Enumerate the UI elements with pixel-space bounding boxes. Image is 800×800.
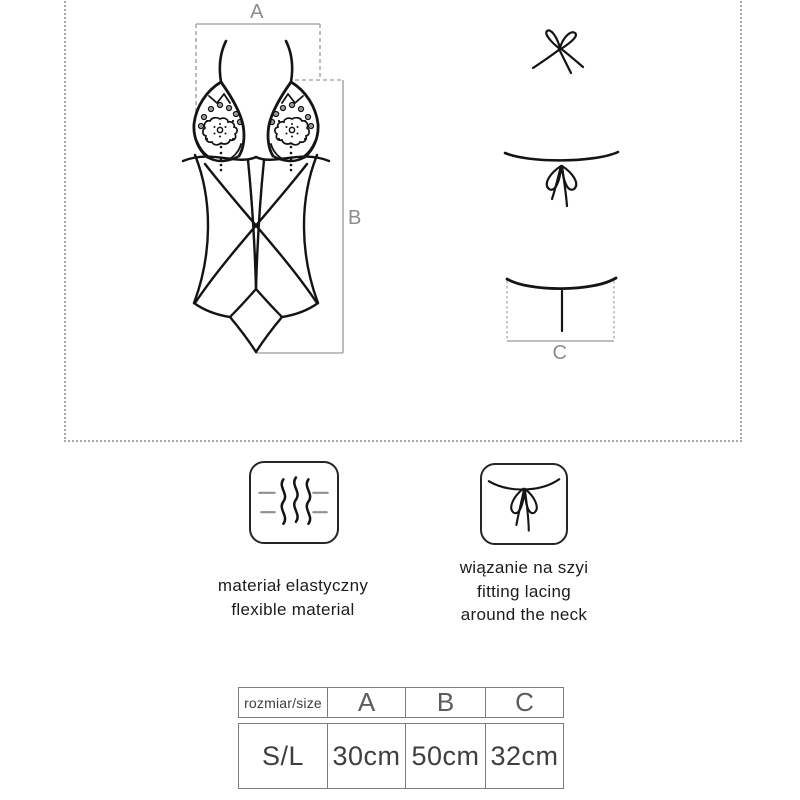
neck-tie-drawing — [533, 30, 583, 73]
elastic-material-icon — [249, 461, 339, 544]
size-table — [238, 687, 564, 789]
size-table-cell: 30cm — [327, 724, 405, 788]
dimension-a-bracket — [196, 24, 320, 113]
size-table-header-cell: C — [485, 688, 563, 717]
size-table-data-row — [238, 723, 564, 789]
dimension-label-a: A — [250, 1, 264, 23]
size-table-cell: S/L — [261, 740, 305, 771]
elastic-waves-glyph — [251, 463, 337, 542]
neck-lacing-caption — [424, 556, 624, 627]
dimension-label-b: B — [348, 207, 362, 229]
feature-text-line: fitting lacing — [477, 581, 571, 601]
back-lacing-drawing — [505, 152, 618, 206]
lacing-bow-glyph — [482, 465, 566, 543]
size-table-cell: 50cm — [405, 724, 485, 788]
size-table-header-cell: A — [327, 688, 405, 717]
dimension-label-c: C — [552, 342, 568, 364]
feature-text-line: wiązanie na szyi — [459, 558, 589, 577]
neck-lacing-icon — [480, 463, 568, 545]
elastic-material-caption — [178, 574, 408, 621]
size-table-header-cell: B — [405, 688, 485, 717]
size-table-header-row — [238, 687, 564, 718]
bodysuit-drawing — [183, 41, 329, 352]
feature-text-line: around the neck — [460, 605, 588, 624]
size-table-cell: 32cm — [485, 724, 563, 788]
bottom-piece-drawing — [507, 278, 616, 331]
feature-text-line: materiał elastyczny — [217, 576, 369, 595]
feature-text-line: flexible material — [231, 599, 355, 619]
size-table-header-cell: rozmiar/size — [244, 694, 322, 711]
